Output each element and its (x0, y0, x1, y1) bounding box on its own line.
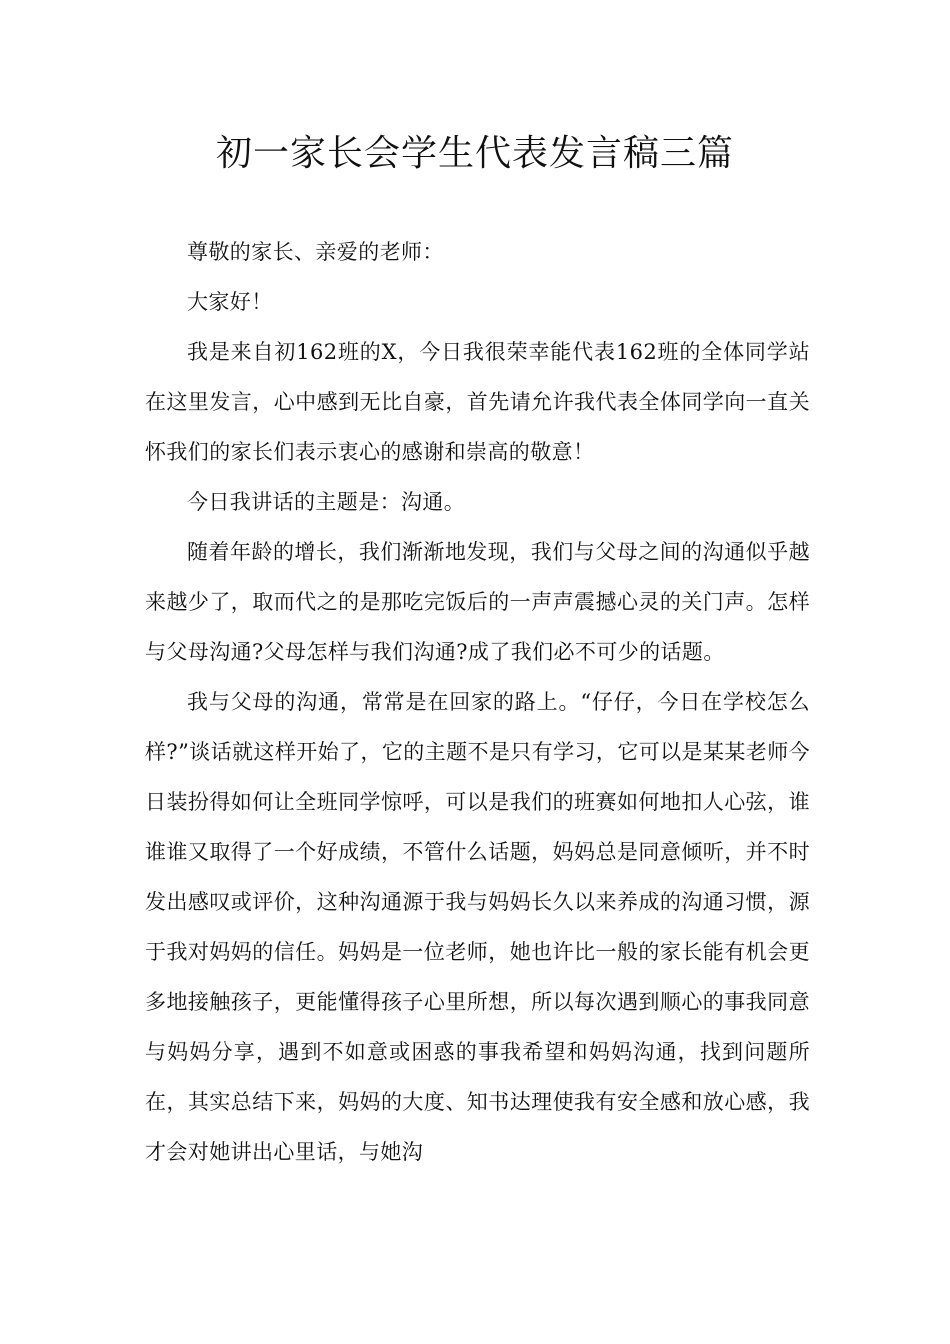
document-body (145, 227, 810, 1177)
body-paragraph: 随着年龄的增长，我们渐渐地发现，我们与父母之间的沟通似乎越来越少了，取而代之的是那吃完饭后的一声声震撼心灵的关门声。怎样与父母沟通?父母怎样与我们沟通?成了我们必不可少的话题。 (145, 540, 810, 664)
salutation-paragraph: 尊敬的家长、亲爱的老师： (187, 240, 444, 264)
body-paragraph: 今日我讲话的主题是：沟通。 (187, 490, 466, 514)
body-paragraph: 我是来自初162班的X，今日我很荣幸能代表162班的全体同学站在这里发言，心中感到无比自豪，首先请允许我代表全体同学向一直关怀我们的家长们表示衷心的感谢和崇高的敬意！ (145, 340, 810, 464)
greeting-paragraph: 大家好！ (187, 290, 273, 314)
body-paragraph: 我与父母的沟通，常常是在回家的路上。“仔仔，今日在学校怎么样?”谈话就这样开始了，它的主题不是只有学习，它可以是某某老师今日装扮得如何让全班同学惊呼，可以是我们的班赛如何地扣人心弦，谁谁谁又取得了一个好成绩，不管什么话题，妈妈总是同意倾听，并不时发出感叹或评价，这种沟通源于我与妈妈长久以来养成的沟通习惯，源于我对妈妈的信任。妈妈是一位老师，她也许比一般的家长能有机会更多地接触孩子，更能懂得孩子心里所想，所以每次遇到顺心的事我同意与妈妈分享，遇到不如意或困惑的事我希望和妈妈沟通，找到问题所在，其实总结下来，妈妈的大度、知书达理使我有安全感和放心感，我才会对她讲出心里话，与她沟 (145, 690, 810, 1164)
document-title: 初一家长会学生代表发言稿三篇 (215, 133, 734, 174)
